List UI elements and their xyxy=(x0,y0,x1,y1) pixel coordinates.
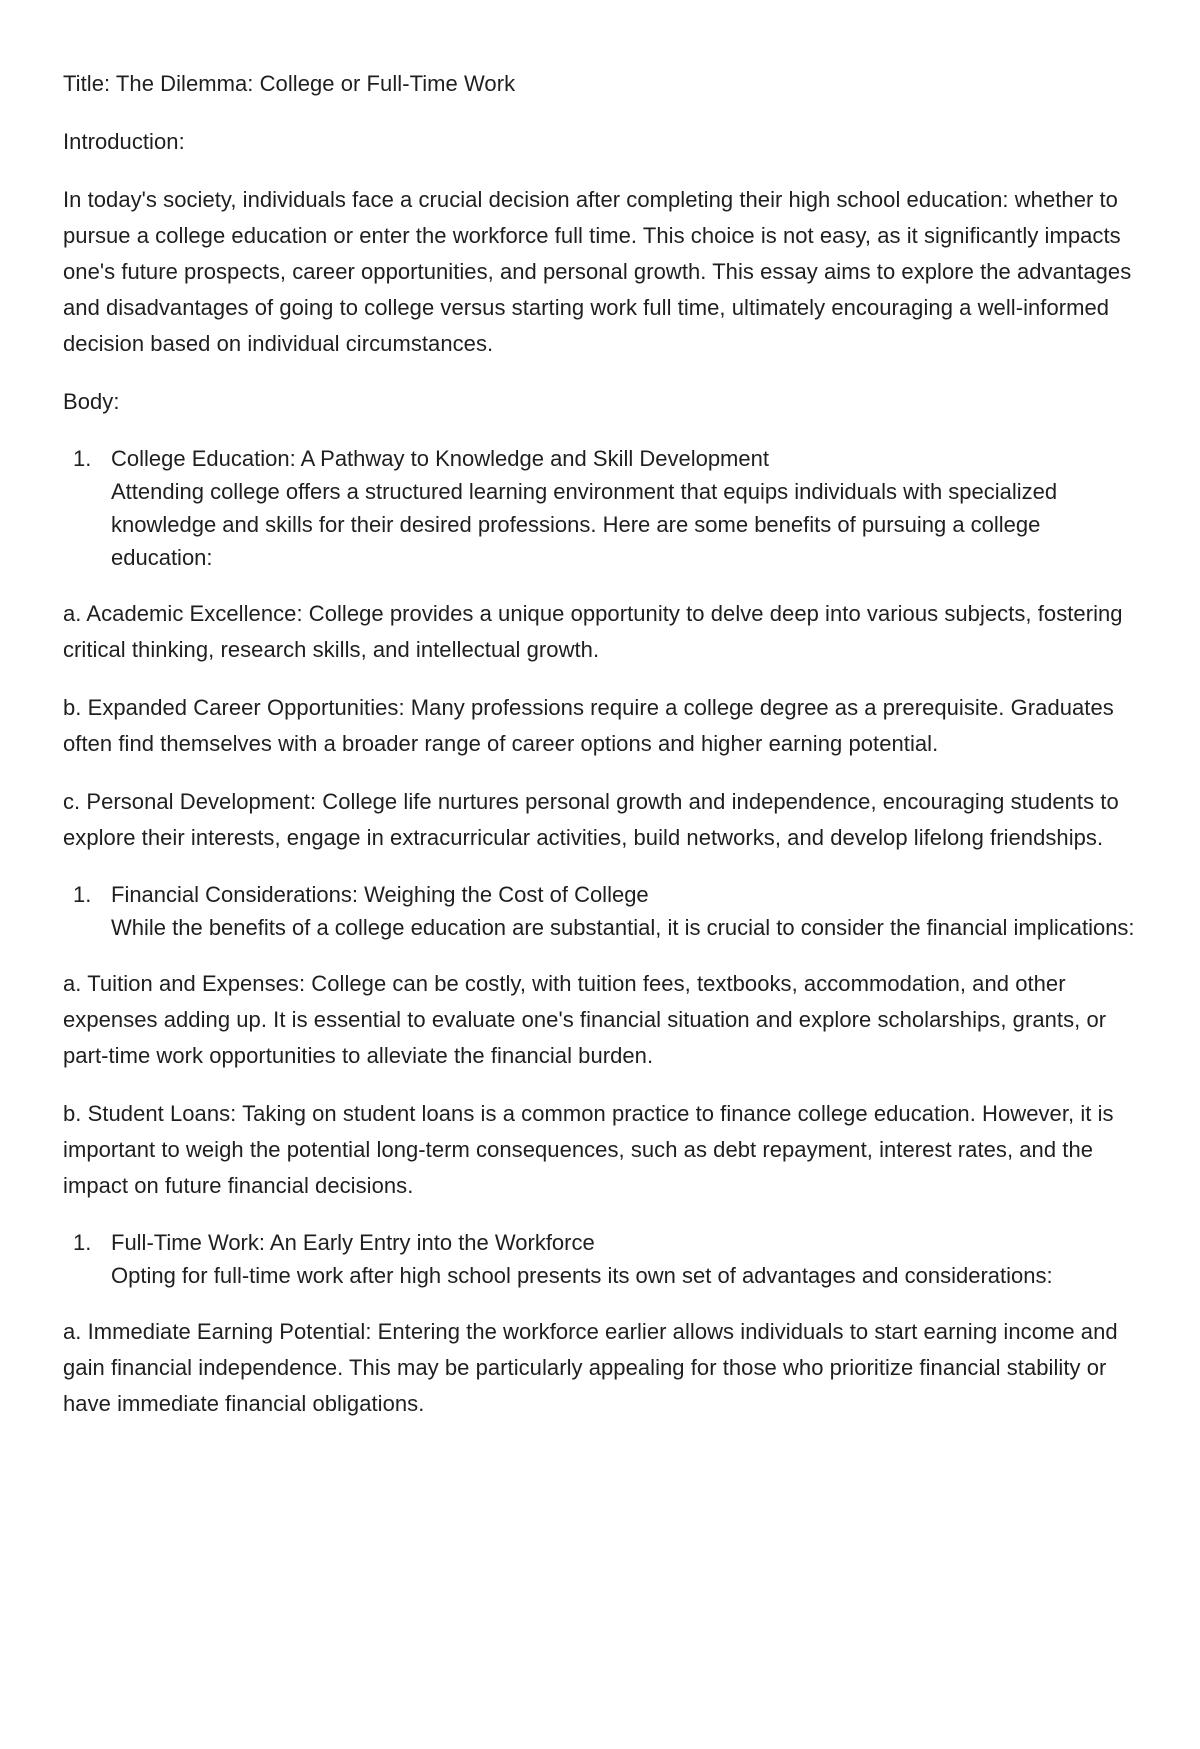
section-college-education xyxy=(63,442,1140,574)
section-full-time-work xyxy=(63,1226,1140,1292)
section-description: Attending college offers a structured learning environment that equips individuals with specialized knowledge and skills for their desired professions. Here are some benefits of pursuing a college education: xyxy=(111,479,1058,570)
point-personal-development: c. Personal Development: College life nurtures personal growth and independence, encouraging students to explore their interests, engage in extracurricular activities, build networks, and develop lifelong friendships. xyxy=(63,789,1119,850)
point-tuition-expenses: a. Tuition and Expenses: College can be costly, with tuition fees, textbooks, accommodation, and other expenses adding up. It is essential to evaluate one's financial situation and explore scholarships, grants, or part-time work opportunities to alleviate the financial burden. xyxy=(63,971,1107,1068)
point-immediate-earning: a. Immediate Earning Potential: Entering the workforce earlier allows individuals to start earning income and gain financial independence. This may be particularly appealing for those who prioritize financial stability or have immediate financial obligations. xyxy=(63,1319,1118,1416)
section-financial-considerations xyxy=(63,878,1140,944)
intro-paragraph: In today's society, individuals face a crucial decision after completing their high school education: whether to pursue a college education or enter the workforce full time. This choice is not easy, as it significantly impacts one's future prospects, career opportunities, and personal growth. This essay aims to explore the advantages and disadvantages of going to college versus starting work full time, ultimately encouraging a well-informed decision based on individual circumstances. xyxy=(63,187,1132,356)
point-expanded-career: b. Expanded Career Opportunities: Many professions require a college degree as a prerequisite. Graduates often find themselves with a broader range of career options and higher earning potential. xyxy=(63,695,1114,756)
section-number: 1. xyxy=(73,446,92,471)
point-student-loans: b. Student Loans: Taking on student loans is a common practice to finance college education. However, it is important to weigh the potential long-term consequences, such as debt repayment, interest rates, and the impact on future financial decisions. xyxy=(63,1101,1114,1198)
body-heading: Body: xyxy=(63,389,120,414)
section-number: 1. xyxy=(73,1230,92,1255)
section-heading: College Education: A Pathway to Knowledge and Skill Development xyxy=(111,446,769,471)
point-academic-excellence: a. Academic Excellence: College provides a unique opportunity to delve deep into various subjects, fostering critical thinking, research skills, and intellectual growth. xyxy=(63,601,1123,662)
section-description: Opting for full-time work after high school presents its own set of advantages and considerations: xyxy=(111,1263,1053,1288)
section-heading: Full-Time Work: An Early Entry into the Workforce xyxy=(111,1230,595,1255)
intro-heading: Introduction: xyxy=(63,129,185,154)
section-number: 1. xyxy=(73,882,92,907)
document-title: Title: The Dilemma: College or Full-Time Work xyxy=(63,71,516,96)
section-description: While the benefits of a college education are substantial, it is crucial to consider the financial implications: xyxy=(111,915,1135,940)
section-heading: Financial Considerations: Weighing the Cost of College xyxy=(111,882,649,907)
